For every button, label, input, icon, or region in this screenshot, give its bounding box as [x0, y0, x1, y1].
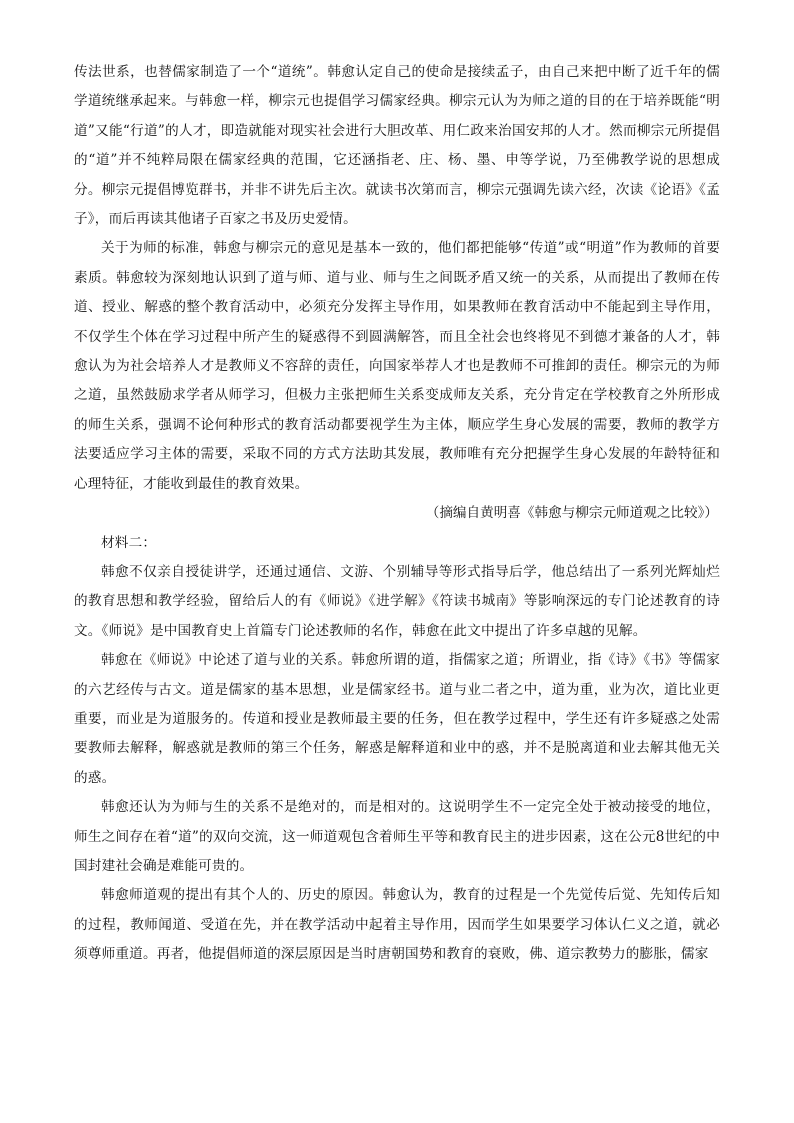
section-heading: 材料二：: [101, 534, 157, 551]
body-paragraph: 韩愈还认为为师与生的关系不是绝对的，而是相对的。这说明学生不一定完全处于被动接受的地位，师生之间存在着“道”的双向交流，这一师道观包含着师生平等和教育民主的进步因素，这在公元8世纪的中国封建社会确是难能可贵的。: [74, 799, 720, 874]
body-paragraph: 韩愈师道观的提出有其个人的、历史的原因。韩愈认为，教育的过程是一个先觉传后觉、先知传后知的过程，教师闻道、受道在先，并在教学活动中起着主导作用，因而学生如果要学习体认仁义之道，就必须尊师重道。再者，他提倡师道的深层原因是当时唐朝国势和教育的衰败，佛、道宗教势力的膨胀，儒家: [74, 887, 720, 963]
body-paragraph: 传法世系，也替儒家制造了一个“道统”。韩愈认定自己的使命是接续孟子，由自己来把中断了近千年的儒学道统继承起来。与韩愈一样，柳宗元也提倡学习儒家经典。柳宗元认为为师之道的目的在于培养既能“明道”又能“行道”的人才，即造就能对现实社会进行大胆改革、用仁政来治国安邦的人才。然而柳宗元所提倡的“道”并不纯粹局限在儒家经典的范围，它还涵指老、庄、杨、墨、申等学说，乃至佛教学说的思想成分。柳宗元提倡博览群书，并非不讲先后主次。就读书次第而言，柳宗元强调先读六经，次读《论语》《孟子》，而后再读其他诸子百家之书及历史爱情。: [74, 64, 720, 228]
document-page: [74, 58, 720, 970]
body-paragraph: 韩愈在《师说》中论述了道与业的关系。韩愈所谓的道，指儒家之道；所谓业，指《诗》《书》等儒家的六艺经传与古文。道是儒家的基本思想，业是儒家经书。道与业二者之中，道为重，业为次，道比业更重要，而业是为道服务的。传道和授业是教师最主要的任务，但在教学过程中，学生还有许多疑惑之处需要教师去解释，解惑就是教师的第三个任务，解惑是解释道和业中的惑，并不是脱离道和业去解其他无关的惑。: [74, 652, 720, 786]
body-paragraph: 关于为师的标准，韩愈与柳宗元的意见是基本一致的，他们都把能够“传道”或“明道”作为教师的首要素质。韩愈较为深刻地认识到了道与师、道与业、师与生之间既矛盾又统一的关系，从而提出了教师在传道、授业、解惑的整个教育活动中，必须充分发挥主导作用，如果教师在教育活动中不能起到主导作用，不仅学生个体在学习过程中所产生的疑惑得不到圆满解答，而且全社会也终将见不到德才兼备的人才，韩愈认为为社会培养人才是教师义不容辞的责任，向国家举荐人才也是教师不可推卸的责任。柳宗元的为师之道，虽然鼓励求学者从师学习，但极力主张把师生关系变成师友关系，充分肯定在学校教育之外所形成的师生关系，强调不论何种形式的教育活动都要视学生为主体，顺应学生身心发展的需要，教师的教学方法要适应学习主体的需要，采取不同的方式方法助其发展，教师唯有充分把握学生身心发展的年龄特征和心理特征，才能收到最佳的教育效果。: [74, 240, 720, 492]
source-citation: （摘编自黄明喜《韩愈与柳宗元师道观之比较》）: [425, 505, 718, 522]
body-paragraph: 韩愈不仅亲自授徒讲学，还通过通信、文游、个别辅导等形式指导后学，他总结出了一系列光辉灿烂的教育思想和教学经验，留给后人的有《师说》《进学解》《符读书城南》等影响深远的专门论述教育的诗文。《师说》是中国教育史上首篇专门论述教师的名作，韩愈在此文中提出了许多卓越的见解。: [74, 563, 720, 639]
